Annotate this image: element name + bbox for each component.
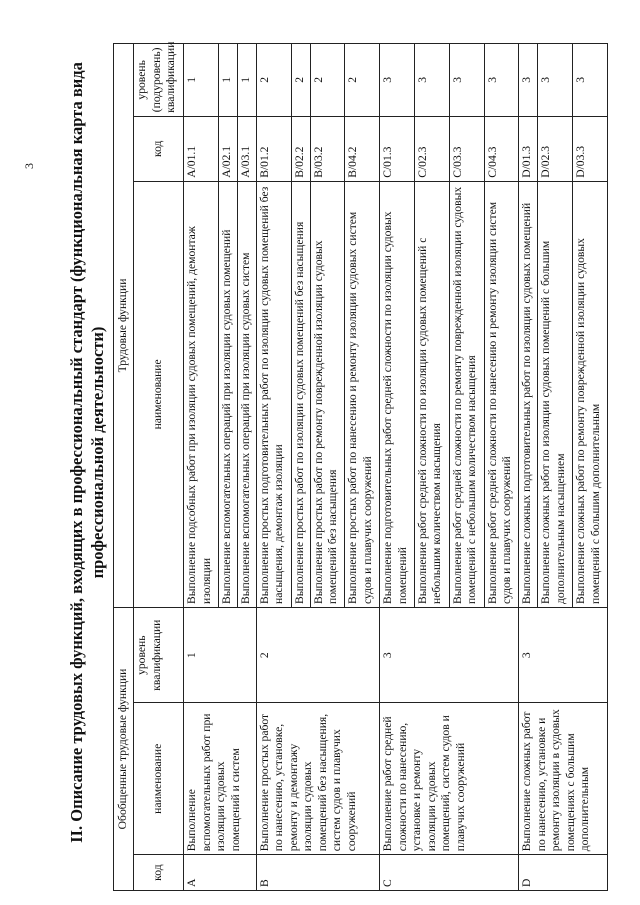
tf-level-cell: 1 bbox=[184, 44, 219, 117]
table-row bbox=[519, 44, 538, 891]
tf-level-cell: 1 bbox=[218, 44, 237, 117]
gf-name-cell: Выполнение сложных работ по нанесению, установке и ремонту изоляции в судовых помещениях с большим дополнительным bbox=[519, 703, 608, 855]
tf-code-cell: D/02.3 bbox=[538, 116, 573, 181]
tf-name-cell: Выполнение подготовительных работ средней сложности по изоляции судовых помещений bbox=[380, 181, 415, 607]
tf-code-cell: C/02.3 bbox=[414, 116, 449, 181]
gf-level-header: уровень квалификации bbox=[134, 607, 184, 702]
tf-code-header: код bbox=[134, 116, 184, 181]
table-row bbox=[380, 44, 415, 891]
gf-name-header: наименование bbox=[134, 703, 184, 855]
tf-level-cell: 3 bbox=[449, 44, 484, 117]
gf-name-cell: Выполнение работ средней сложности по нанесению, установке и ремонту изоляции судовых помещений, систем судов и плавучих сооружений bbox=[380, 703, 519, 855]
section-title-line-1: II. Описание трудовых функций, входящих в профессиональный стандарт (функциональная карта вида bbox=[67, 62, 86, 843]
tf-name-cell: Выполнение вспомогательных операций при изоляции судовых систем bbox=[237, 181, 256, 607]
tf-code-cell: D/01.3 bbox=[519, 116, 538, 181]
table-row bbox=[184, 44, 219, 891]
tf-level-cell: 2 bbox=[291, 44, 310, 117]
gf-level-cell: 2 bbox=[256, 607, 379, 702]
tf-name-cell: Выполнение простых работ по изоляции судовых помещений без насыщения bbox=[291, 181, 310, 607]
gf-name-cell: Выполнение вспомогательных работ при изоляции судовых помещений и систем bbox=[184, 703, 257, 855]
tf-name-cell: Выполнение сложных работ по изоляции судовых помещений с большим дополнительным насыщением bbox=[538, 181, 573, 607]
section-title-line-2: профессиональной деятельности) bbox=[88, 326, 107, 579]
tf-level-cell: 3 bbox=[573, 44, 608, 117]
tf-level-cell: 1 bbox=[237, 44, 256, 117]
table-row bbox=[256, 44, 291, 891]
tf-code-cell: A/01.1 bbox=[184, 116, 219, 181]
gf-level-cell: 3 bbox=[380, 607, 519, 702]
gf-level-cell: 1 bbox=[184, 607, 257, 702]
functional-map-table bbox=[113, 43, 608, 891]
tf-name-cell: Выполнение подсобных работ при изоляции судовых помещений, демонтаж изоляции bbox=[184, 181, 219, 607]
tf-level-header: уровень (подуровень) квалификации bbox=[134, 44, 184, 117]
tf-level-cell: 3 bbox=[380, 44, 415, 117]
tf-level-cell: 2 bbox=[256, 44, 291, 117]
tf-name-cell: Выполнение вспомогательных операций при изоляции судовых помещений bbox=[218, 181, 237, 607]
tf-level-cell: 3 bbox=[414, 44, 449, 117]
generalized-functions-header: Обобщенные трудовые функции bbox=[114, 607, 134, 890]
tf-name-header: наименование bbox=[134, 181, 184, 607]
tf-code-cell: B/04.2 bbox=[345, 116, 380, 181]
gf-level-cell: 3 bbox=[519, 607, 608, 702]
tf-code-cell: C/04.3 bbox=[484, 116, 519, 181]
tf-level-cell: 3 bbox=[538, 44, 573, 117]
tf-level-cell: 3 bbox=[519, 44, 538, 117]
tf-name-cell: Выполнение сложных работ по ремонту поврежденной изоляции судовых помещений с большим дополнительным bbox=[573, 181, 608, 607]
page-number: 3 bbox=[22, 163, 36, 169]
tf-name-cell: Выполнение работ средней сложности по нанесению и ремонту изоляции систем судов и плавучих сооружений bbox=[484, 181, 519, 607]
tf-name-cell: Выполнение работ средней сложности по ремонту поврежденной изоляции судовых помещений с небольшим количеством насыщения bbox=[449, 181, 484, 607]
tf-code-cell: B/02.2 bbox=[291, 116, 310, 181]
tf-name-cell: Выполнение простых подготовительных работ по изоляции судовых помещений без насыщения, демонтаж изоляции bbox=[256, 181, 291, 607]
tf-level-cell: 3 bbox=[484, 44, 519, 117]
tf-code-cell: C/03.3 bbox=[449, 116, 484, 181]
gf-code-cell: A bbox=[184, 855, 257, 891]
gf-code-header: код bbox=[134, 855, 184, 891]
gf-code-cell: B bbox=[256, 855, 379, 891]
tf-name-cell: Выполнение простых работ по ремонту поврежденной изоляции судовых помещений без насыщения bbox=[310, 181, 345, 607]
tf-name-cell: Выполнение работ средней сложности по изоляции судовых помещений с небольшим количеством насыщения bbox=[414, 181, 449, 607]
labor-functions-header: Трудовые функции bbox=[114, 44, 134, 608]
gf-name-cell: Выполнение простых работ по нанесению, установке, ремонту и демонтажу изоляции судовых помещений без насыщения, систем судов и плавучих сооружений bbox=[256, 703, 379, 855]
gf-code-cell: D bbox=[519, 855, 608, 891]
tf-name-cell: Выполнение сложных подготовительных работ по изоляции судовых помещений bbox=[519, 181, 538, 607]
tf-level-cell: 2 bbox=[345, 44, 380, 117]
gf-code-cell: C bbox=[380, 855, 519, 891]
tf-code-cell: A/03.1 bbox=[237, 116, 256, 181]
tf-level-cell: 2 bbox=[310, 44, 345, 117]
tf-code-cell: B/01.2 bbox=[256, 116, 291, 181]
tf-code-cell: B/03.2 bbox=[310, 116, 345, 181]
section-title bbox=[66, 30, 108, 875]
tf-code-cell: D/03.3 bbox=[573, 116, 608, 181]
tf-code-cell: A/02.1 bbox=[218, 116, 237, 181]
tf-name-cell: Выполнение простых работ по нанесению и ремонту изоляции судовых систем судов и плавучих сооружений bbox=[345, 181, 380, 607]
tf-code-cell: C/01.3 bbox=[380, 116, 415, 181]
